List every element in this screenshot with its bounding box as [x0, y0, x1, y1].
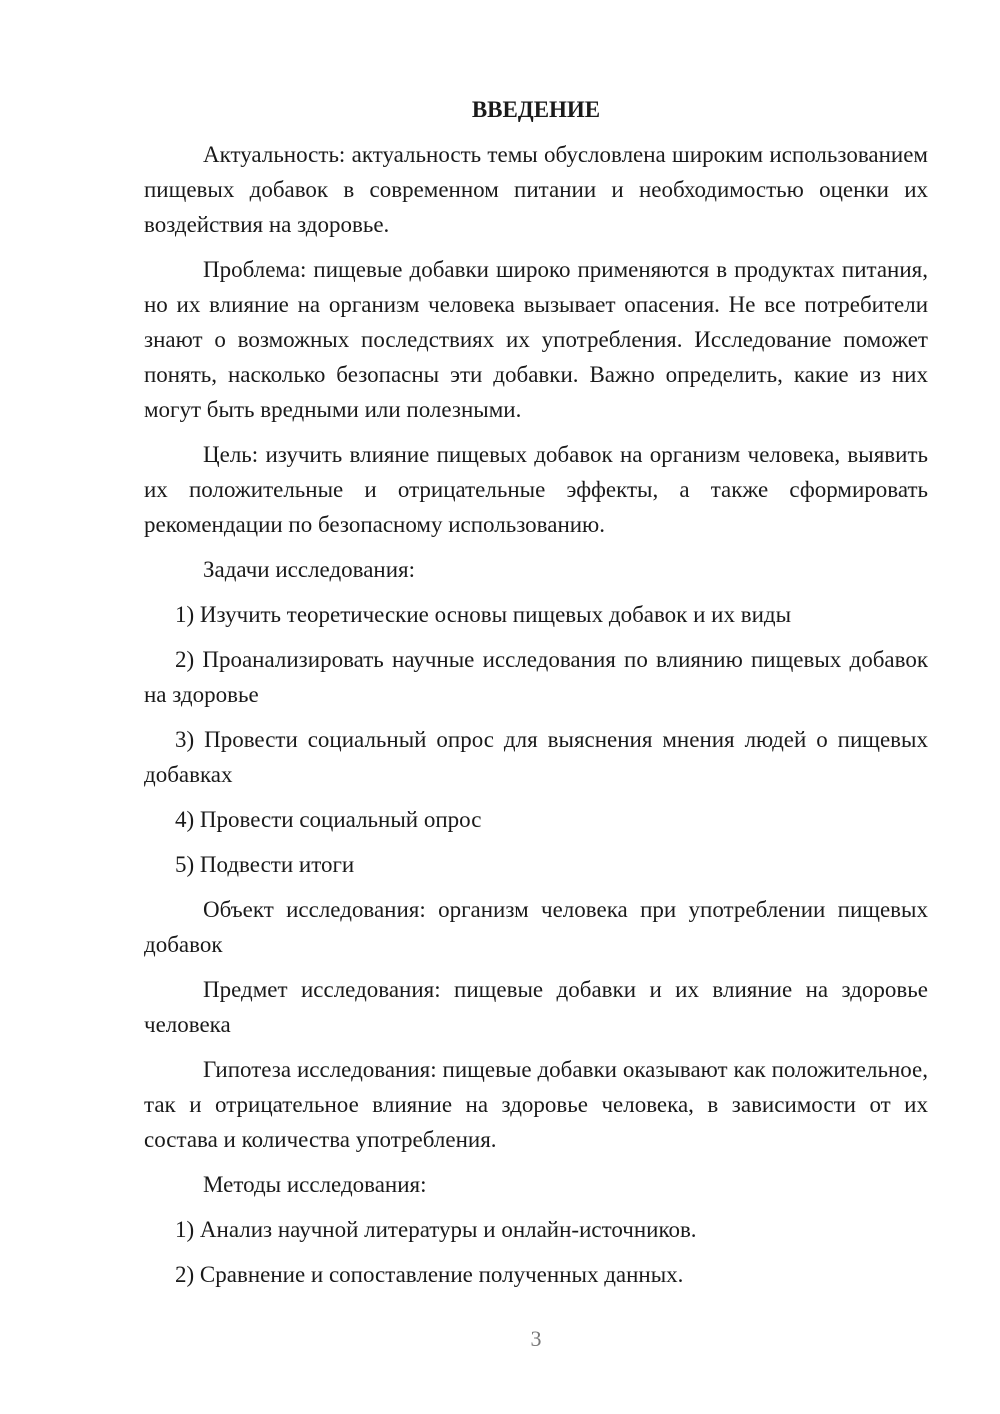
document-title: ВВЕДЕНИЕ	[471, 97, 601, 122]
object-paragraph: Объект исследования: организм человека при употреблении пищевых добавок	[144, 897, 928, 957]
task-item-4: 4) Провести социальный опрос	[175, 807, 482, 832]
method-item-2: 2) Сравнение и сопоставление полученных данных.	[175, 1262, 684, 1287]
methods-heading: Методы исследования:	[203, 1172, 427, 1197]
hypothesis-paragraph: Гипотеза исследования: пищевые добавки оказывают как положительное, так и отрицательное влияние на здоровье человека, в зависимости от их состава и количества употребления.	[144, 1057, 928, 1152]
goal-paragraph: Цель: изучить влияние пищевых добавок на организм человека, выявить их положительные и отрицательные эффекты, а также сформировать рекомендации по безопасному использованию.	[144, 442, 928, 537]
tasks-heading: Задачи исследования:	[203, 557, 416, 582]
task-item-1: 1) Изучить теоретические основы пищевых добавок и их виды	[175, 602, 792, 627]
method-item-1: 1) Анализ научной литературы и онлайн-источников.	[175, 1217, 697, 1242]
problem-paragraph: Проблема: пищевые добавки широко применяются в продуктах питания, но их влияние на организм человека вызывает опасения. Не все потребители знают о возможных последствиях их употребления. Исследование поможет понять, насколько безопасны эти добавки. Важно определить, какие из них могут быть вредными или полезными.	[144, 257, 928, 422]
page-number: 3	[530, 1326, 542, 1351]
subject-paragraph: Предмет исследования: пищевые добавки и их влияние на здоровье человека	[144, 977, 928, 1037]
task-item-2: 2) Проанализировать научные исследования по влиянию пищевых добавок на здоровье	[144, 647, 928, 707]
task-item-3: 3) Провести социальный опрос для выяснения мнения людей о пищевых добавках	[144, 727, 928, 787]
relevance-paragraph: Актуальность: актуальность темы обусловлена широким использованием пищевых добавок в современном питании и необходимостью оценки их воздействия на здоровье.	[144, 142, 928, 237]
task-item-5: 5) Подвести итоги	[175, 852, 355, 877]
page-content	[144, 92, 928, 1302]
